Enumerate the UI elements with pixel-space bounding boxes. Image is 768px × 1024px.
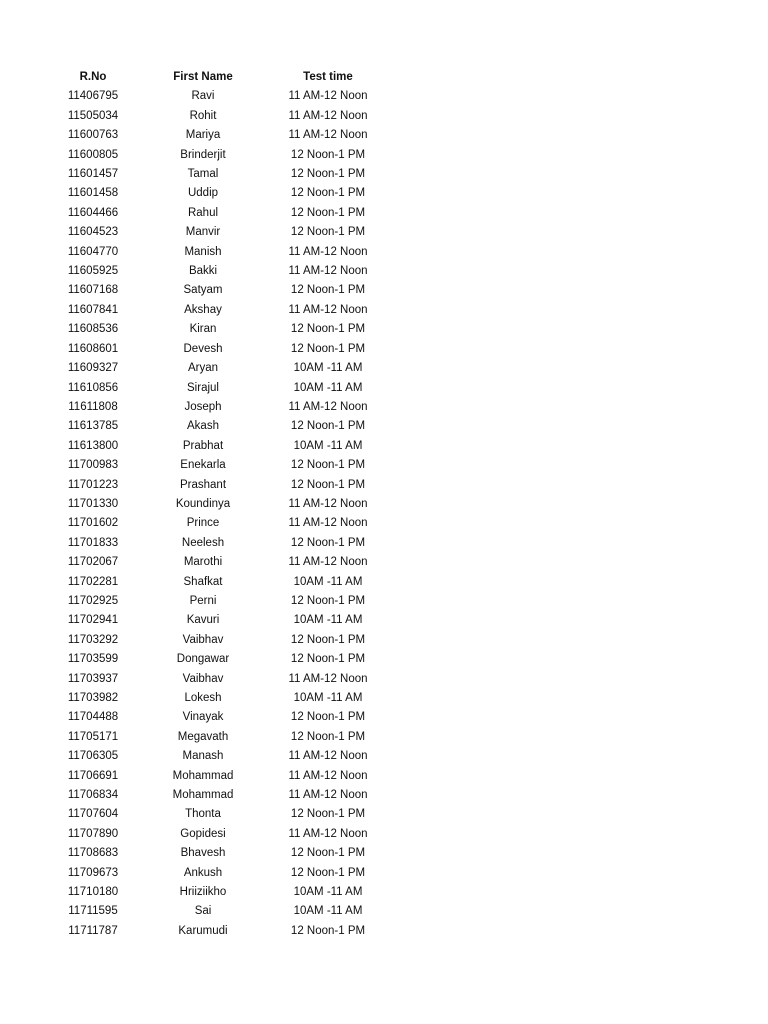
cell-test-time: 12 Noon-1 PM [290,459,366,472]
cell-test-time: 12 Noon-1 PM [290,206,366,219]
table-body [38,87,398,941]
cell-rno: 11505034 [67,109,119,122]
cell-test-time: 12 Noon-1 PM [290,924,366,937]
table-row [38,262,398,281]
cell-test-time: 12 Noon-1 PM [290,148,366,161]
cell-rno: 11701223 [67,478,119,491]
table-row [38,805,398,824]
cell-rno: 11613800 [67,439,119,452]
cell-test-time: 12 Noon-1 PM [290,808,366,821]
table-row [38,456,398,475]
cell-rno: 11702067 [67,556,119,569]
cell-test-time: 11 AM-12 Noon [288,556,368,569]
table-row [38,495,398,514]
cell-test-time: 12 Noon-1 PM [290,653,366,666]
cell-test-time: 12 Noon-1 PM [290,323,366,336]
cell-test-time: 12 Noon-1 PM [290,226,366,239]
cell-rno: 11710180 [67,886,119,899]
table-row [38,379,398,398]
table-row [38,786,398,805]
cell-rno: 11604523 [67,226,119,239]
cell-test-time: 11 AM-12 Noon [288,400,368,413]
table-row [38,844,398,863]
cell-test-time: 11 AM-12 Noon [288,265,368,278]
cell-rno: 11700983 [67,459,119,472]
cell-first-name: Akshay [184,303,222,316]
table-row [38,611,398,630]
cell-first-name: Prince [186,517,220,530]
cell-rno: 11601458 [67,187,119,200]
table-row [38,708,398,727]
cell-first-name: Brinderjit [180,148,226,161]
cell-first-name: Ravi [191,90,215,103]
cell-rno: 11702925 [67,594,119,607]
cell-rno: 11702941 [67,614,119,627]
cell-test-time: 12 Noon-1 PM [290,536,366,549]
table-row [38,476,398,495]
cell-test-time: 12 Noon-1 PM [290,168,366,181]
cell-test-time: 11 AM-12 Noon [288,517,368,530]
table-row [38,126,398,145]
cell-first-name: Joseph [184,400,222,413]
cell-first-name: Uddip [187,187,219,200]
table-row [38,670,398,689]
cell-first-name: Vinayak [182,711,224,724]
cell-first-name: Bakki [188,265,218,278]
cell-rno: 11600763 [67,129,119,142]
table-row [38,398,398,417]
cell-test-time: 10AM -11 AM [293,905,363,918]
cell-rno: 11608536 [67,323,119,336]
cell-first-name: Hriiziikho [179,886,227,899]
cell-test-time: 11 AM-12 Noon [288,827,368,840]
table-row [38,437,398,456]
cell-first-name: Mariya [185,129,221,142]
table-row [38,883,398,902]
table-header-row [38,68,398,87]
cell-test-time: 11 AM-12 Noon [288,750,368,763]
cell-first-name: Megavath [177,730,229,743]
cell-first-name: Shafkat [183,575,223,588]
cell-rno: 11701833 [67,536,119,549]
cell-first-name: Manish [184,245,222,258]
cell-rno: 11706691 [67,769,119,782]
table-row [38,650,398,669]
cell-first-name: Rahul [187,206,219,219]
cell-test-time: 11 AM-12 Noon [288,769,368,782]
cell-rno: 11702281 [67,575,119,588]
cell-rno: 11613785 [67,420,119,433]
cell-first-name: Manash [182,750,224,763]
table-row [38,417,398,436]
table-row [38,87,398,106]
schedule-sheet [38,68,398,941]
cell-test-time: 12 Noon-1 PM [290,284,366,297]
cell-rno: 11708683 [67,847,119,860]
cell-rno: 11604466 [67,206,119,219]
table-row [38,223,398,242]
cell-test-time: 11 AM-12 Noon [288,789,368,802]
cell-test-time: 12 Noon-1 PM [290,594,366,607]
cell-rno: 11607841 [67,303,119,316]
cell-test-time: 10AM -11 AM [293,439,363,452]
table-row [38,340,398,359]
cell-first-name: Sai [194,905,212,918]
cell-rno: 11703599 [67,653,119,666]
cell-rno: 11608601 [67,342,119,355]
cell-first-name: Prabhat [182,439,224,452]
table-row [38,767,398,786]
cell-first-name: Lokesh [184,692,222,704]
cell-first-name: Thonta [185,808,221,821]
cell-first-name: Perni [189,594,217,607]
cell-rno: 11707604 [67,808,119,821]
cell-first-name: Rohit [189,109,217,122]
cell-rno: 11406795 [67,90,119,103]
cell-rno: 11604770 [67,245,119,258]
cell-test-time: 10AM -11 AM [293,575,363,588]
table-row [38,534,398,553]
cell-test-time: 12 Noon-1 PM [290,187,366,200]
cell-first-name: Neelesh [181,536,225,549]
cell-test-time: 12 Noon-1 PM [290,478,366,491]
table-row [38,728,398,747]
cell-rno: 11706305 [67,750,119,763]
table-row [38,922,398,941]
cell-test-time: 12 Noon-1 PM [290,633,366,646]
cell-first-name: Koundinya [175,497,231,510]
cell-test-time: 11 AM-12 Noon [288,497,368,510]
cell-rno: 11601457 [67,168,119,181]
cell-rno: 11711787 [68,924,118,937]
cell-test-time: 10AM -11 AM [293,614,363,627]
cell-first-name: Akash [187,420,219,433]
table-row [38,243,398,262]
table-row [38,281,398,300]
cell-first-name: Kavuri [186,614,220,627]
table-row [38,553,398,572]
cell-first-name: Kiran [189,323,217,336]
cell-rno: 11611808 [68,400,118,413]
cell-first-name: Devesh [183,342,223,355]
cell-rno: 11705171 [67,730,119,743]
cell-rno: 11706834 [67,789,119,802]
cell-test-time: 12 Noon-1 PM [290,730,366,743]
cell-rno: 11703292 [67,633,119,646]
cell-test-time: 12 Noon-1 PM [290,711,366,724]
table-row [38,592,398,611]
table-row [38,825,398,844]
cell-first-name: Enekarla [180,459,226,472]
cell-rno: 11709673 [67,866,119,879]
table-row [38,689,398,708]
cell-first-name: Prashant [179,478,227,491]
cell-rno: 11703937 [67,672,119,685]
cell-test-time: 10AM -11 AM [293,692,363,704]
cell-first-name: Sirajul [187,381,219,394]
cell-first-name: Tamal [187,168,219,181]
cell-first-name: Vaibhav [182,633,224,646]
cell-first-name: Karumudi [178,924,228,937]
cell-rno: 11609327 [67,362,119,375]
table-row [38,631,398,650]
table-row [38,204,398,223]
cell-rno: 11701602 [67,517,119,530]
table-row [38,165,398,184]
cell-first-name: Marothi [183,556,223,569]
cell-first-name: Ankush [183,866,223,879]
cell-rno: 11610856 [67,381,119,394]
cell-rno: 11701330 [67,497,119,510]
cell-test-time: 11 AM-12 Noon [288,129,368,142]
column-header-first-name: First Name [173,71,233,83]
cell-rno: 11704488 [67,711,119,724]
cell-rno: 11600805 [67,148,119,161]
cell-rno: 11703982 [67,692,119,704]
cell-test-time: 12 Noon-1 PM [290,420,366,433]
cell-test-time: 11 AM-12 Noon [288,303,368,316]
table-row [38,301,398,320]
table-row [38,514,398,533]
cell-first-name: Dongawar [176,653,230,666]
table-row [38,573,398,592]
cell-first-name: Satyam [183,284,223,297]
table-row [38,359,398,378]
cell-first-name: Manvir [185,226,221,239]
cell-first-name: Vaibhav [182,672,224,685]
cell-first-name: Bhavesh [180,847,226,860]
cell-first-name: Gopidesi [180,827,226,840]
table-row [38,146,398,165]
column-header-test-time: Test time [303,71,353,83]
schedule-table [38,68,398,941]
table-row [38,864,398,883]
cell-test-time: 12 Noon-1 PM [290,866,366,879]
cell-test-time: 10AM -11 AM [293,886,363,899]
cell-test-time: 11 AM-12 Noon [288,672,368,685]
cell-test-time: 10AM -11 AM [293,362,363,375]
cell-test-time: 11 AM-12 Noon [288,109,368,122]
cell-first-name: Mohammad [172,769,234,782]
cell-first-name: Mohammad [172,789,234,802]
cell-test-time: 12 Noon-1 PM [290,342,366,355]
column-header-rno: R.No [79,71,107,83]
table-row [38,747,398,766]
cell-test-time: 12 Noon-1 PM [290,847,366,860]
table-row [38,184,398,203]
table-row [38,902,398,921]
cell-first-name: Aryan [187,362,219,375]
cell-rno: 11711595 [68,905,118,918]
cell-rno: 11605925 [67,265,119,278]
table-row [38,320,398,339]
cell-rno: 11707890 [67,827,119,840]
cell-test-time: 11 AM-12 Noon [288,90,368,103]
table-row [38,107,398,126]
cell-test-time: 11 AM-12 Noon [288,245,368,258]
cell-test-time: 10AM -11 AM [293,381,363,394]
cell-rno: 11607168 [67,284,119,297]
